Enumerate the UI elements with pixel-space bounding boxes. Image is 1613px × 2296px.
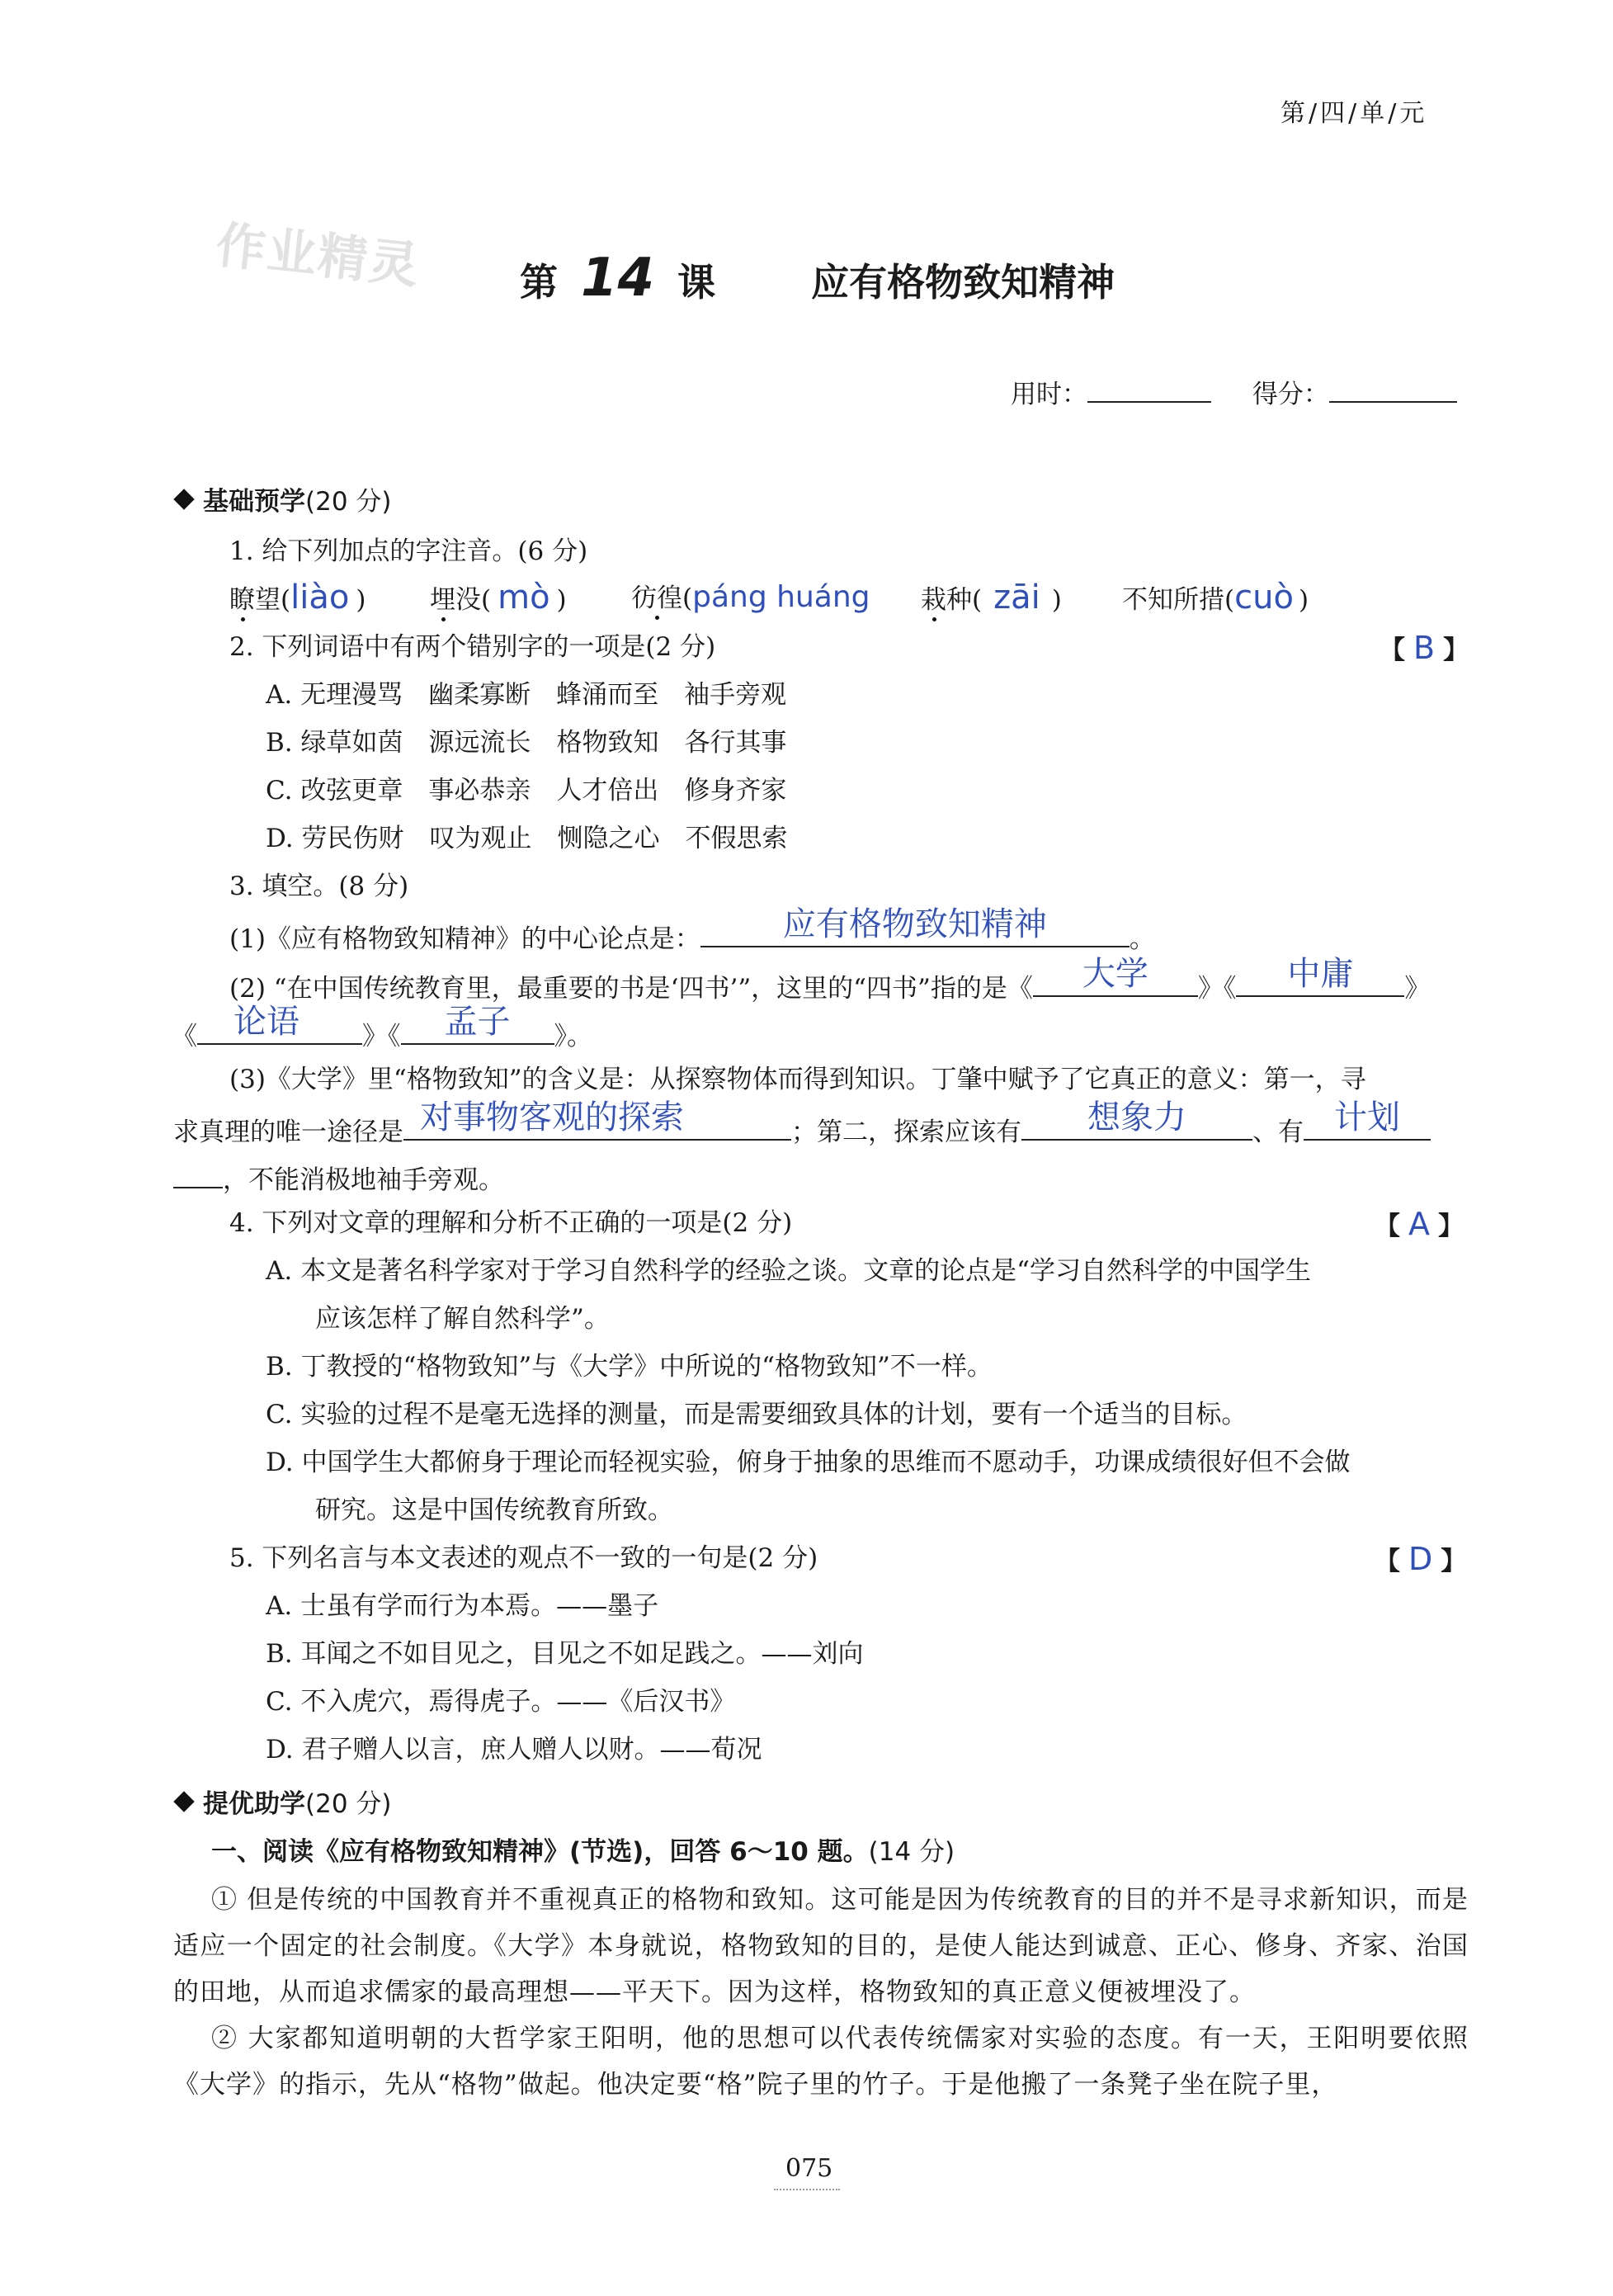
q2-option-a: A. 无理漫骂 幽柔寡断 蜂涌而至 袖手旁观	[266, 680, 787, 710]
q3-blank-1[interactable]: 应有格物致知精神	[700, 918, 1130, 947]
q3-line5: 求真理的唯一途径是 对事物客观的探索 ；第二，探索应该有 想象力 、有 计划	[173, 1111, 1431, 1149]
q1-answer-2[interactable]: mò	[498, 579, 550, 617]
title-suffix: 课	[677, 260, 716, 305]
lesson-title	[520, 248, 1115, 309]
q2-answer-bracket: 【 B 】	[1380, 630, 1469, 666]
q2-stem: 2. 下列词语中有两个错别字的一项是(2 分)	[229, 632, 716, 662]
q3-stem: 3. 填空。(8 分)	[229, 872, 409, 901]
q3-blank-8[interactable]: 计划	[1304, 1111, 1431, 1141]
q1-answer-4[interactable]: zāi	[993, 579, 1040, 617]
q1-item-4: 栽种( zāi )	[921, 579, 1062, 617]
q1-stem: 1. 给下列加点的字注音。(6 分)	[229, 536, 588, 566]
time-score-row	[1011, 373, 1457, 411]
q1-answer-3[interactable]: páng huáng	[692, 580, 870, 614]
page-number: 075	[785, 2154, 833, 2183]
q3-blank-3[interactable]: 中庸	[1236, 967, 1404, 997]
q1-answer-1[interactable]: liào	[290, 579, 350, 617]
reading-heading: 一、阅读《应有格物致知精神》(节选)，回答 6～10 题。(14 分)	[211, 1837, 955, 1867]
q4-stem: 4. 下列对文章的理解和分析不正确的一项是(2 分)	[229, 1208, 793, 1238]
q5-option-b: B. 耳闻之不如目见之，目见之不如足践之。——刘向	[266, 1639, 864, 1669]
q3-blank-8-cont[interactable]	[173, 1159, 223, 1188]
section-basic-points: (20 分)	[305, 487, 392, 517]
q1-item-3: 彷徨(páng huáng	[631, 580, 870, 614]
q4-option-d-cont: 研究。这是中国传统教育所致。	[315, 1495, 673, 1525]
q4-option-c: C. 实验的过程不是毫无选择的测量，而是需要细致具体的计划，要有一个适当的目标。	[266, 1400, 1247, 1429]
q1-item-5: 不知所措(cuò )	[1122, 579, 1309, 617]
time-label: 用时：	[1011, 380, 1087, 409]
q5-option-c: C. 不入虎穴，焉得虎子。——《后汉书》	[266, 1687, 736, 1717]
diamond-icon	[173, 1791, 194, 1812]
q3-line2: (2) “在中国传统教育里，最重要的书是‘四书’”，这里的“四书”指的是《 大学 》《 中庸 》	[229, 955, 1431, 1004]
unit-header: 第/四/单/元	[1280, 99, 1428, 128]
watermark: 作业精灵	[213, 216, 423, 295]
q5-stem: 5. 下列名言与本文表述的观点不一致的一句是(2 分)	[229, 1543, 818, 1573]
q1-item-2: 埋没( mò )	[430, 579, 567, 617]
section-advanced-points: (20 分)	[305, 1789, 392, 1819]
q4-option-d: D. 中国学生大都俯身于理论而轻视实验，俯身于抽象的思维而不愿动手，功课成绩很好但不会做	[266, 1448, 1351, 1477]
q1-item-1: 瞭望(liào )	[229, 579, 366, 617]
q2-answer[interactable]: B	[1413, 630, 1436, 666]
q3-line1: (1)《应有格物致知精神》的中心论点是： 应有格物致知精神 。	[229, 905, 1155, 954]
q3-blank-5[interactable]: 孟子	[401, 1015, 554, 1045]
q1-answer-5[interactable]: cuò	[1234, 579, 1294, 617]
q3-blank-6[interactable]: 对事物客观的探索	[403, 1111, 791, 1141]
title-name: 应有格物致知精神	[811, 260, 1115, 305]
title-prefix: 第	[520, 260, 558, 305]
q5-answer-bracket: 【 D 】	[1375, 1541, 1467, 1577]
q4-answer[interactable]: A	[1408, 1206, 1430, 1242]
q4-option-a: A. 本文是著名科学家对于学习自然科学的经验之谈。文章的论点是“学习自然科学的中国学生	[266, 1256, 1311, 1286]
q2-option-c: C. 改弦更章 事必恭亲 人才倍出 修身齐家	[266, 776, 787, 805]
q3-blank-4[interactable]: 论语	[197, 1015, 362, 1045]
q5-answer[interactable]: D	[1408, 1541, 1433, 1577]
q3-line3: 《 论语 》《 孟子 》。	[172, 1003, 592, 1051]
score-blank[interactable]	[1329, 373, 1457, 403]
q3-blank-7[interactable]: 想象力	[1021, 1111, 1252, 1141]
diamond-icon	[173, 489, 194, 509]
time-blank[interactable]	[1087, 373, 1211, 403]
q3-line6: ，不能消极地袖手旁观。	[173, 1159, 504, 1197]
q5-option-a: A. 士虽有学而行为本焉。——墨子	[266, 1591, 659, 1621]
q3-blank-2[interactable]: 大学	[1033, 967, 1198, 997]
page-number-underline	[774, 2189, 840, 2190]
section-advanced-label: 提优助学	[203, 1789, 305, 1819]
score-label: 得分：	[1252, 380, 1329, 409]
q4-answer-bracket: 【 A 】	[1375, 1206, 1464, 1242]
reading-paragraph-1: ① 但是传统的中国教育并不重视真正的格物和致知。这可能是因为传统教育的目的并不是寻求新知识，而是适应一个固定的社会制度。《大学》本身就说，格物致知的目的，是使人能达到诚意、正心、修身、齐家、治国的田地，从而追求儒家的最高理想——平天下。因为这样，格物致知的真正意义便被埋没了。	[173, 1885, 1469, 2007]
q4-option-b: B. 丁教授的“格物致知”与《大学》中所说的“格物致知”不一样。	[266, 1352, 993, 1382]
reading-paragraph-2: ② 大家都知道明朝的大哲学家王阳明，他的思想可以代表传统儒家对实验的态度。有一天，王阳明要依照《大学》的指示，先从“格物”做起。他决定要“格”院子里的竹子。于是他搬了一条凳子坐在院子里，	[173, 2024, 1469, 2100]
q4-option-a-cont: 应该怎样了解自然科学”。	[315, 1304, 610, 1334]
q5-option-d: D. 君子赠人以言，庶人赠人以财。——荀况	[266, 1735, 762, 1765]
q3-line4: (3)《大学》里“格物致知”的含义是：从探察物体而得到知识。丁肇中赋予了它真正的意义：第一，寻	[229, 1065, 1366, 1094]
section-basic-label: 基础预学	[203, 487, 305, 517]
title-number: 14	[581, 248, 655, 309]
section-basic	[173, 480, 392, 517]
q2-option-d: D. 劳民伤财 叹为观止 恻隐之心 不假思索	[266, 824, 788, 853]
q2-option-b: B. 绿草如茵 源远流长 格物致知 各行其事	[266, 728, 787, 758]
section-advanced	[173, 1783, 392, 1820]
